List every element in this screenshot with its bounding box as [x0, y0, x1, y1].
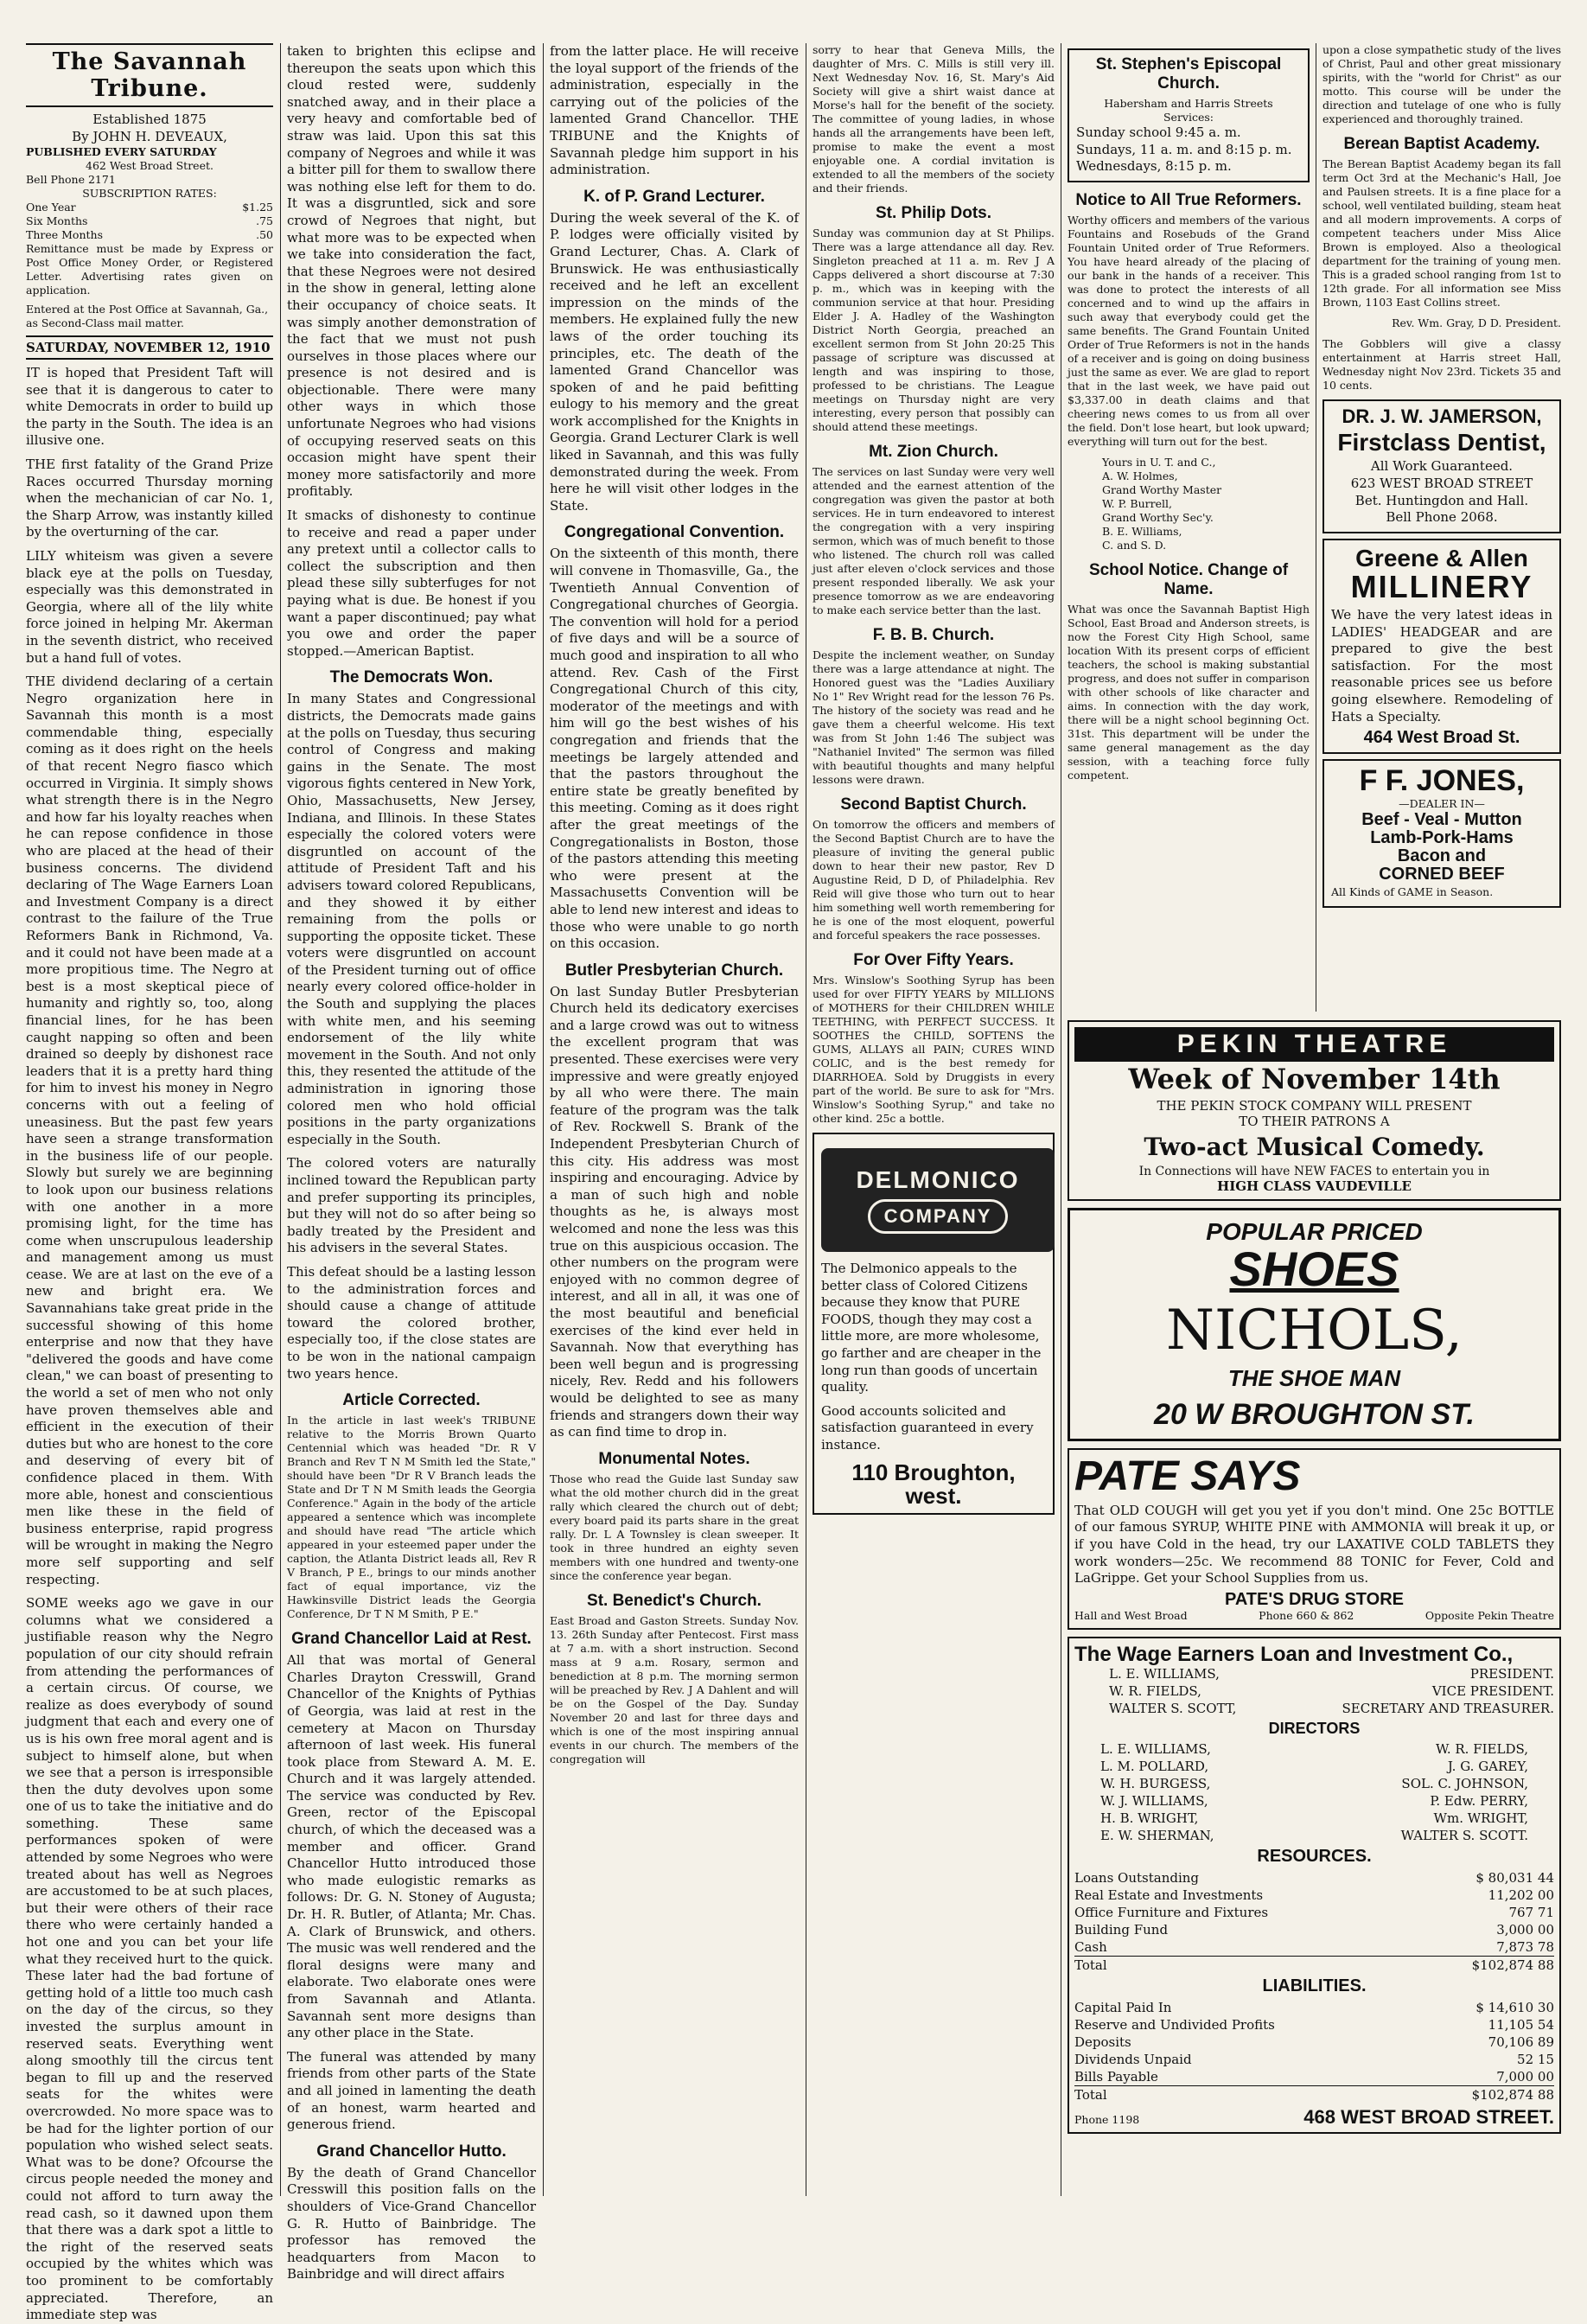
article-paragraph: East Broad and Gaston Streets. Sunday Nov. 13. 26th Sunday after Pentecost. First mass at 7 a.m. with a short instruction. Second mass at 9 a.m. Rosary, sermon and benediction at 8 p.m. The morning sermon will be preached by Rev. J A Dahlent and will be on the Gospel of the Day. Sunday November 20 and last for three days and which is one of the most inspiring annual events in our church. The members of the congregation will	[550, 1613, 799, 1765]
article-paragraph: upon a close sympathetic study of the lives of Christ, Paul and other great missionary spirits, with the "world for Christ" as our motto. This course will be under the direction and tutelage of one who is fully experienced and thoroughly trained.	[1322, 43, 1561, 125]
published: PUBLISHED EVERY SATURDAY	[26, 145, 217, 158]
article-paragraph: In many States and Congressional districts, the Democrats made gains at the polls on Tuesday, thus securing control of Congress and making gains in the Senate. The most vigorous fights centered in New York, Ohio, Massachusetts, New Jersey, Indiana, and Illinois. In these States especially the colored voters were disgruntled on account of the attitude of President Taft and his advisers toward colored Republicans, and they showed it by either remaining from the polls or supporting the opposite ticket. These voters were disgruntled on account of the President turning out of office nearly every colored office-holder in the South and supplying the places with white men, and his seeming endorsement of the lily white movement in the South. And not only this, they resented the attitude of the administration in ignoring those colored men who hold official positions in the party organizations especially in the South.	[287, 691, 536, 1147]
publisher: By JOHN H. DEVEAUX,	[72, 129, 227, 144]
article-paragraph: In the article in last week's TRIBUNE relative to the Morris Brown Quarto Centennial which was headed "Dr. R V Branch and Rev T N M Smith led the State," should have been "Dr R V Branch leads the State and Dr T N M Smith leads the Georgia Conference." Again in the body of the article appeared a sentence which was incomplete and should have read "The article which appeared in your esteemed paper under the caption, the Atlanta District leads all, Rev R V Branch, P E., brings to our minds another fact of equal importance, viz the Hawkinsville District leads the Georgia Conference, Dr T N M Smith, P E."	[287, 1414, 536, 1621]
rate-row: Six Months .75	[26, 214, 273, 227]
masthead-title: The Savannah Tribune.	[26, 43, 273, 107]
pekin-theatre-ad: PEKIN THEATRE Week of November 14th THE PEKIN STOCK COMPANY WILL PRESENT TO THEIR PATRONS A Two-act Musical Comedy. In Connections will have NEW FACES to entertain you in HIGH CLASS VAUDEVILLE	[1068, 1020, 1561, 1201]
headline: Notice to All True Reformers.	[1075, 190, 1302, 209]
resources-table: Loans Outstanding $ 80,031 44 Real Estate and Investments 11,202 00 Office Furniture and Fixtures 767 71 Building Fund 3,000 00 Cash 7,873 78 Total $102,874 88	[1074, 1869, 1554, 1973]
pate-drug-ad: PATE SAYS That OLD COUGH will get you yet if you don't mind. One 25c BOTTLE of our famous SYRUP, WHITE PINE with AMMONIA will break it up, or if you have Cold in the head, try our LAXATIVE COLD TABLETS they work wonders—25c. We recommend 88 TONIC for Fever, Cold and LaGrippe. Get your School Supplies from us. PATE'S DRUG STORE Hall and West Broad Phone 660 & 862 Opposite Pekin Theatre	[1068, 1448, 1561, 1629]
article-paragraph: On last Sunday Butler Presbyterian Church held its dedicatory exercises and a large crowd was out to witness the excellent program that was presented. These exercises were very impressive and were greatly enjoyed by all who were there. The main feature of the program was the talk of Rev. Rockwell S. Brank of the Independent Presbyterian Church of this city. His address was most inspiring and encouraging. Advice by a man of such high and noble thoughts as he, is always most welcomed and none the less was this true on this auspicious occasion. The other numbers on the program were enjoyed with no common degree of interest, and all in all, it was one of the most beautiful and beneficial exercises of the kind ever held in Savannah. Now that everything has been well begun and is progressing nicely, Rev. Redd and his followers would be delighted to see as many friends and strangers down their way as can find time to drop in.	[550, 983, 799, 1440]
headline: Berean Baptist Academy.	[1343, 135, 1540, 153]
headline: Grand Chancellor Hutto.	[316, 2142, 507, 2161]
rate-row: One Year $1.25	[26, 201, 273, 214]
column-rule	[543, 43, 544, 2196]
dentist-ad: DR. J. W. JAMERSON, Firstclass Dentist, All Work Guaranteed. 623 WEST BROAD STREET Bet. Huntingdon and Hall. Bell Phone 2068.	[1322, 399, 1561, 533]
article-paragraph: It smacks of dishonesty to continue to receive and read a paper under any pretext until a collector calls to collect the subscription and then plead these silly subterfuges for not paying what is due. Be honest if you want a paper discontinued; pay what you owe and order the paper stopped.—American Baptist.	[287, 508, 536, 659]
publication-info	[26, 145, 273, 330]
nichols-shoes-ad: POPULAR PRICED SHOES NICHOLS, THE SHOE MAN 20 W BROUGHTON ST.	[1068, 1208, 1561, 1441]
headline: St. Stephen's Episcopal Church.	[1095, 55, 1282, 93]
signature: Rev. Wm. Gray, D D. President.	[1392, 316, 1561, 329]
rate-row: Three Months .50	[26, 228, 273, 241]
editorial-paragraph: SOME weeks ago we gave in our columns what we considered a justifiable reason why the Negro population of our city should refrain from attending the performances of a certain circus. Of course, we realize as does everybody of sound judgment that each and every one of us is his own free moral agent and is subject to himself alone, but when we see that a person is irresponsible then the duty devolves upon some one of us to take the initiative and do something. These same performances spoken of were attended by some Negroes who were treated about has well as Negroes are accustomed to be at such places, but their were others of their race there who were certainly handed a hot one and you can bet your life what they received hurt to the quick. These later had the bad fortune of getting hold of a little too much cash on the day of the circus, so they invested the surplus amount in reserved seats. Everything went along smoothly till the circus tent began to fill up and the reserved seats for the whites were overcrowded. No more space was to be had for the lighter portion of our population who wished select seats. What was to be done? Ofcourse the circus people needed the money and could not afford to turn away the read cash, so it dawned upon them that there was a dark spot a little to the right of the reserved seats occupied by the whites which was too prominent to be comfortably appreciated. Therefore, an immediate step was	[26, 1595, 273, 2323]
phone: Bell Phone 2171	[26, 173, 116, 186]
headline: The Democrats Won.	[329, 668, 494, 687]
column-rule	[280, 43, 281, 2196]
column-3	[550, 43, 799, 2196]
headline: St. Benedict's Church.	[587, 1591, 762, 1610]
article-paragraph: On the sixteenth of this month, there will convene in Thomasville, Ga., the Twentieth Annual Convention of Congregational churches of Georgia. The convention will hold for a period of five days and will be a source of much good and inspiration to all who attend. Rev. Cash of the First Congregational Church of this city, moderator of the meetings and with him will go the best wishes of his congregation and friends that the meetings be largely attended and that the pastors throughout the entire state be greatly benefited by this meeting. Coming as it does right after the great meetings of the Congregationalists in Boston, those of the pastors attending this meeting who were present at the Massachusetts Convention will be able to lend new interest and ideas to those who were unable to go north on this occasion.	[550, 546, 799, 952]
article-paragraph: The colored voters are naturally inclined toward the Republican party and prefer supporting its principles, but they will not do so after being so badly treated by the President and his advisers in the several States.	[287, 1155, 536, 1256]
remittance-note: Remittance must be made by Express or Post Office Money Order, or Registered Letter. Advertising rates given on application.	[26, 242, 273, 297]
directors: L. E. WILLIAMS, W. R. FIELDS, L. M. POLLARD, J. G. GAREY, W. H. BURGESS, SOL. C. JOHNSON, W. J. WILLIAMS, P. Edw. PERRY, H. B. WRIGHT, Wm. WRIGHT, E. W. SHERMAN, WALTER S. SCOTT.	[1100, 1740, 1528, 1843]
liabilities-table: Capital Paid In $ 14,610 30 Reserve and Undivided Profits 11,105 54 Deposits 70,106 89 Dividends Unpaid 52 15 Bills Payable 7,000 00 Total $102,874 88	[1074, 1999, 1554, 2103]
headline: For Over Fifty Years.	[853, 951, 1014, 969]
headline: Article Corrected.	[342, 1391, 481, 1410]
signature-block: Yours in U. T. and C., A. W. Holmes, Grand Worthy Master W. P. Burrell, Grand Worthy Sec'y. B. E. Williams, C. and S. D.	[1102, 455, 1222, 552]
wage-earners-ad: The Wage Earners Loan and Investment Co., L. E. WILLIAMS, PRESIDENT. W. R. FIELDS, VICE PRESIDENT. WALTER S. SCOTT, SECRETARY AND TREASURER. DIRECTORS L. E. WILLIAMS, W. R. FIELDS, L. M. POLLARD, J. G. GAREY, W. H. BURGESS, SOL. C. JOHNSON, W. J. WILLIAMS, P. Edw. PERRY, H. B. WRIGHT, Wm. WRIGHT, E. W. SHERMAN, WALTER S. SCOTT. RESOURCES. Loans Outstanding $ 80,031 44 Real Estate and Investments 11,202 00 Office Furniture and Fixtures 767 71 Building Fund 3,000 00 Cash 7,873 78 Total $102,874 88 LIABILITIES. Capital Paid In $ 14,610 30 Reserve and Undivided Profits 11,105 54 Deposits 70,106 89 Dividends Unpaid 52 15 Bills Payable 7,000 00 Total $102,874 88 Phone 1198 468 WEST BROAD STREET.	[1068, 1637, 1561, 2134]
article-paragraph: sorry to hear that Geneva Mills, the daughter of Mrs. C. Mills is still very ill. Next Wednesday Nov. 16, St. Mary's Aid Society will give a shirt waist dance at Morse's hall for the benefit of the society. The committee of young ladies, in whose hands all the arrangements have been left, promise to make the event a most enjoyable one. A cordial invitation is extended to all the members of the society and their friends.	[813, 43, 1055, 195]
delmonico-logo: DELMONICO COMPANY	[821, 1148, 1055, 1252]
location: Habersham and Harris Streets	[1104, 97, 1273, 110]
article-paragraph: taken to brighten this eclipse and thereupon the seats upon which this cloud rested were, suddenly snatched away, and in their place a very heavy and comfortable bed of straw was laid. Upon this sat this company of Negroes and while it was a bitter pill for them to swallow there was nothing else left for them to do. It was a disgruntled, sick and sore crowd of Negroes that night, but what more was to be expected when we take into consideration the fact, that these Negroes were not desired in the show in general, letting alone their occupancy of choice seats. It was simply another demonstration of the fact that we must not push ourselves in those places where our presence is not desired and is objectionable. There were many other ways in which those unfortunate Negroes who had visions of occupying reserved seats on this occasion might have spent their money more satisfactorily and more profitably.	[287, 43, 536, 500]
officers: L. E. WILLIAMS, PRESIDENT. W. R. FIELDS, VICE PRESIDENT. WALTER S. SCOTT, SECRETARY AND TREASURER.	[1109, 1665, 1554, 1716]
millinery-ad: Greene & Allen MILLINERY We have the very latest ideas in LADIES' HEADGEAR and are prepared to give the best satisfaction. For the most reasonable prices see us before going elsewhere. Remodeling of Hats a Specialty. 464 West Broad St.	[1322, 539, 1561, 754]
headline: Second Baptist Church.	[840, 795, 1027, 814]
article-paragraph: During the week several of the K. of P. lodges were officially visited by Grand Lecturer, Chas. A. Clark of Brunswick. He was enthusiastically received and he left an excellent impression on the minds of the members. He explained fully the new laws of the order touching its principles, etc. The death of the lamented Grand Chancellor was spoken of and he paid befitting eulogy to his memory and the great work accomplished for the Knights in Georgia. Grand Lecturer Clark is well liked in Savannah, and this was fully demonstrated during the week. From here he will visit other lodges in the State.	[550, 209, 799, 514]
headline: School Notice. Change of Name.	[1088, 560, 1289, 598]
headline: F. B. B. Church.	[872, 626, 995, 644]
editorial-paragraph: IT is hoped that President Taft will see that it is dangerous to cater to white Democrats in order to build up the party in the South. The idea is an illusive one.	[26, 365, 273, 449]
article-paragraph: The services on last Sunday were very well attended and the earnest attention of the congregation was given the pastor at both services. He in turn endeavored to interest the congregation with a very inspiring sermon, which was of much benefit to those who listened. The church roll was called just after eleven o'clock services and those present responded liberally. We ask your presence tomorrow as we are endeavoring to make each service better than the last.	[813, 465, 1055, 616]
headline: Grand Chancellor Laid at Rest.	[291, 1630, 532, 1649]
headline: Monumental Notes.	[598, 1449, 750, 1468]
newspaper-page	[26, 43, 1561, 2323]
subscription-head: SUBSCRIPTION RATES:	[82, 187, 217, 200]
column-2	[287, 43, 536, 2282]
delmonico-address: 110 Broughton, west.	[851, 1459, 1016, 1509]
dateline: SATURDAY, NOVEMBER 12, 1910	[26, 335, 273, 360]
article-paragraph: Worthy officers and members of the various Fountains and Rosebuds of the Grand Fountain United order of True Reformers. You have heard already of the placing of our bank in the hands of a receiver. This was done to protect the interests of all concerned and to wind up the affairs in such away that everybody could get the same benefits. The Grand Fountain United Order of True Reformers is not in the hands of a receiver and is going on doing business just the same as ever. We are glad to report that in the last week, we have paid out $3,337.00 in death claims and that cheering news comes to us from all over the field. Don't lose heart, but look upward; everything will turn out for the best.	[1068, 213, 1310, 448]
article-paragraph: The Berean Baptist Academy began its fall term Oct 3rd at the Mechanic's Hall, Joe and Paulsen streets. It is a fine place for a school, well ventilated building, steam heat and all modern improvements. A corps of competent teachers under Miss Alice Brown is employed. Also a theological department for the training of young men. This is a graded school ranging from 1st to 12th grade. For all information see Miss Brown, 1103 East Collins street.	[1322, 157, 1561, 309]
article-paragraph: By the death of Grand Chancellor Cresswill this position falls on the shoulders of Vice-Grand Chancellor G. R. Hutto of Bainbridge. The professor has removed the headquarters from Macon to Bainbridge and will direct affairs	[287, 2164, 536, 2282]
delmonico-ad	[813, 1133, 1055, 1515]
article-paragraph: Those who read the Guide last Sunday saw what the old mother church did in the great rally which cleared the church out of debt; every board paid its parts share in the great rally. Dr. L A Townsley is clean sweeper. It took in three hundred an eighty seven members with one hundred and twenty-one since the conference year began.	[550, 1472, 799, 1582]
delmonico-text: The Delmonico appeals to the better class of Colored Citizens because they know that PURE FOODS, though they may cost a little more, are more wholesome, go farther and are cheaper in the long run than goods of uncertain quality.	[821, 1261, 1042, 1395]
column-5	[1068, 43, 1310, 1012]
service-time: Sundays, 11 a. m. and 8:15 p. m.	[1076, 141, 1292, 157]
article-paragraph: This defeat should be a lasting lesson to the administration forces and should cause a change of attitude toward the colored brother, especially too, if the close states are to be won in the national campaign two years hence.	[287, 1263, 536, 1382]
service-time: Sunday school 9:45 a. m.	[1076, 124, 1241, 140]
address: 462 West Broad Street.	[86, 159, 214, 172]
advertisement-text: Mrs. Winslow's Soothing Syrup has been used for over FIFTY YEARS by MILLIONS of MOTHERS for their CHILDREN WHILE TEETHING, with PERFECT SUCCESS. It SOOTHES the CHILD, SOFTENS the GUMS, ALLAYS all PAIN; CURES WIND COLIC, and is the best remedy for DIARRHOEA. Sold by Druggists in every part of the world. Be sure to ask for "Mrs. Winslow's Soothing Syrup," and take no other kind. 25c a bottle.	[813, 974, 1055, 1125]
editorial-paragraph: LILY whiteism was given a severe black eye at the polls on Tuesday, especially was this demonstrated in Georgia, where all of the lily white force joined in helping Mr. Akerman in the seventh district, who received but a hand full of votes.	[26, 547, 273, 666]
column-6	[1322, 43, 1561, 1012]
article-paragraph: Despite the inclement weather, on Sunday there was a large attendance at night. The Honored guest was the "Ladies Auxiliary No 1" Rev Wright read for the lesson 76 Ps. The history of the society was read and he gave them a cheerful welcome. His text was from St John 1:46 The subject was "Nathaniel Invited" The sermon was filled with beautiful thoughts and many helpful lessons were drawn.	[813, 648, 1055, 786]
headline: Mt. Zion Church.	[869, 443, 998, 461]
headline: Congregational Convention.	[564, 523, 785, 542]
article-paragraph: What was once the Savannah Baptist High School, East Broad and Anderson streets, is now the Forest City High School, same location With its present corps of efficient teachers, the school is making substantial progress, and does not suffer in comparison with other schools of like character and aims. In connection with the day work, there will be a night school beginning Oct. 31st. This department will be under the same general management as the day session, with a teaching force fully competent.	[1068, 602, 1310, 782]
headline: K. of P. Grand Lecturer.	[583, 187, 765, 206]
article-paragraph: from the latter place. He will receive the loyal support of the friends of the administration, especially in the carrying out of the policies of the lamented Grand Chancellor. THE TRIBUNE and the Knights of Savannah pledge him support in his administration.	[550, 43, 799, 178]
article-paragraph: All that was mortal of General Charles Drayton Cresswill, Grand Chancellor of the Knights of Pythias of Georgia, was laid at rest in the cemetery at Macon on Thursday afternoon of last week. His funeral took place from Steward A. M. E. Church and it was largely attended. The service was conducted by Rev. Green, rector of the Episcopal church, of which the deceased was a member and officer. Grand Chancellor Hutto introduced those who made eulogistic remarks as follows: Dr. G. N. Stoney of Augusta; Dr. H. R. Butler, of Atlanta; Mr. Chas. A. Clark of Brunswick, and others. The music was well rendered and the floral designs were many and elaborate. Two elaborate ones were from Savannah and Atlanta. Savannah sent more designs than any other place in the State.	[287, 1652, 536, 2041]
established: Established 1875	[92, 112, 207, 127]
article-paragraph: The funeral was attended by many friends from other parts of the State and all joined in lamenting the death of an honest, warm hearted and generous friend.	[287, 2048, 536, 2133]
jones-butcher-ad: F F. JONES, —DEALER IN— Beef - Veal - Mutton Lamb-Pork-Hams Bacon and CORNED BEEF All Kinds of GAME in Season.	[1322, 759, 1561, 908]
ads-block	[1068, 1020, 1561, 2196]
service-time: Wednesdays, 8:15 p. m.	[1076, 158, 1232, 175]
column-1	[26, 43, 273, 2323]
article-paragraph: Sunday was communion day at St Philips. There was a large attendance all day. Rev. Singleton preached at 11 a. m. Rev J A Capps delivered a short discourse at 7:30 p. m., which was in keeping with the communion service at that hour. Presiding Elder J. A. Hadley of the Washington District North Georgia, preached an excellent sermon from St John 20:25 This passage of scripture was discussed at length and was inspiring to those, professed to be christians. The League meetings on Thursday night are very interesting, every person that possibly can should attend these meetings.	[813, 227, 1055, 433]
services-label: Services:	[1163, 111, 1214, 124]
column-4	[813, 43, 1055, 2196]
headline: St. Philip Dots.	[875, 204, 992, 222]
headline: Butler Presbyterian Church.	[564, 961, 784, 980]
entered-note: Entered at the Post Office at Savannah, Ga., as Second-Class mail matter.	[26, 303, 269, 329]
editorial-paragraph: THE first fatality of the Grand Prize Races occurred Thursday morning when the mechanician of car No. 1, the Sharp Arrow, was instantly killed by the overturning of the car.	[26, 456, 273, 540]
st-stephens-notice	[1068, 48, 1310, 182]
article-paragraph: The Gobblers will give a classy entertainment at Harris street Hall, Wednesday night Nov 23rd. Tickets 35 and 10 cents.	[1322, 337, 1561, 392]
editorial-paragraph: THE dividend declaring of a certain Negro organization here in Savannah this month is a most commendable thing, especially coming as it does right on the heels of that recent Negro fiasco which occurred in Virginia. It simply shows what strength there is in the Negro and how far his loyalty reaches when he can repose confidence in those who are placed at the head of their business concerns. The dividend declaring of The Wage Earners Loan and Investment Company is a direct contrast to the failure of the True Reformers Bank in Richmond, Va. and it could not have been made at a more propitious time. The Negro at best is a most skeptical piece of humanity and rightly so, too, along financial lines, for he has been caught napping so often and been drained so deeply by dishonest race leaders that it is a pretty hard thing for him to invest his money in Negro concerns with out a feeling of uneasiness. But the past few years have seen a strange transformation in the business life of our people. Slowly but surely we are beginning to look upon our business relations with one another in a more promising light, for the time has come when unscrupulous leadership and management among us must cease. We are at last on the eve of a new and bright era. We Savannahians take great pride in the successful showing of this home enterprise and now that they have "delivered the goods and have come clean," we can boast of presenting to the world a set of men who not only have proven themselves able and efficient in the execution of their duties but who are honest to the core and deserving of every bit of confidence placed in them. With more able, honest and conscientious men like these in the field of business enterprise, rapid progress will be wrought in making the Negro more self supporting and self respecting.	[26, 674, 273, 1587]
article-paragraph: On tomorrow the officers and members of the Second Baptist Church are to have the pleasure of inviting the general public down to hear their new pastor, Rev D Augustine Reid, D D, of Philadelphia. Rev Reid will give those who turn out to hear him something well worth remembering for he is one of the most eloquent, powerful and forceful speakers the race possesses.	[813, 818, 1055, 942]
delmonico-text: Good accounts solicited and satisfaction guaranteed in every instance.	[821, 1402, 1034, 1452]
